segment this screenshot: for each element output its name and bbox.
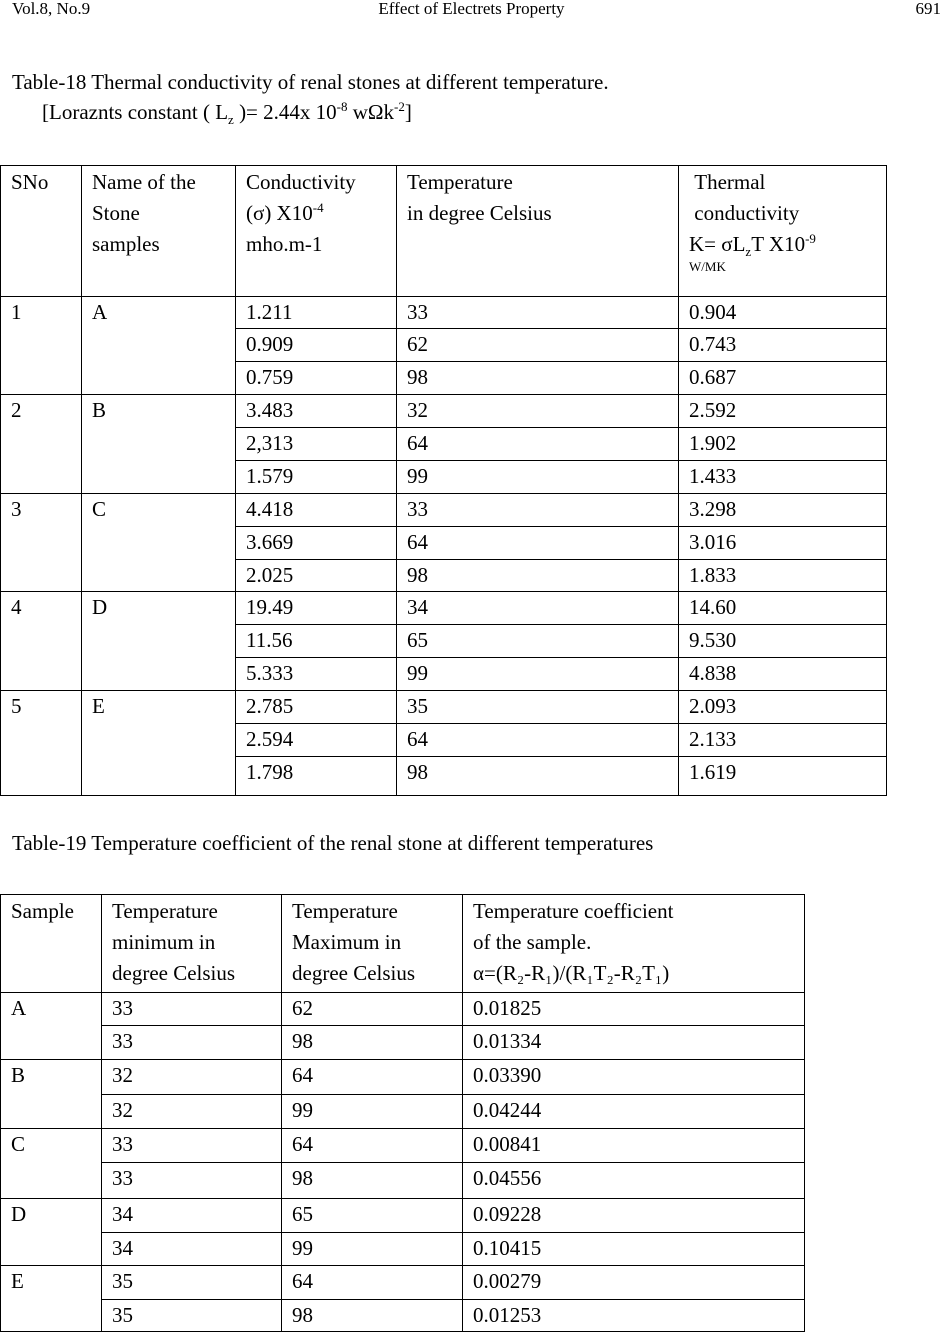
cell-conductivity: 3.483: [236, 395, 397, 428]
cell-temp-min: 32: [102, 1060, 282, 1095]
cell-temp-max: 65: [282, 1199, 463, 1233]
table-row: [1, 1199, 805, 1233]
header-sno: SNo: [1, 166, 82, 297]
cell-thermal-conductivity: 0.904: [679, 297, 887, 329]
cell-sample: D: [1, 1199, 102, 1266]
cell-temp-max: 64: [282, 1266, 463, 1300]
cell-conductivity: 2.025: [236, 560, 397, 592]
running-header: [0, 0, 943, 24]
cell-temp-coefficient: 0.04244: [463, 1095, 805, 1129]
table18-caption: Table-18 Thermal conductivity of renal stones at different temperature.: [12, 70, 609, 94]
cell-temperature: 64: [397, 428, 679, 461]
cell-temp-max: 99: [282, 1233, 463, 1266]
header-temp-min: Temperature minimum in degree Celsius: [102, 895, 282, 993]
table-row: [1, 1266, 805, 1300]
cell-conductivity: 2.785: [236, 691, 397, 724]
cell-sample: E: [1, 1266, 102, 1332]
cell-conductivity: 5.333: [236, 658, 397, 691]
header-stone-name: Name of the Stone samples: [82, 166, 236, 297]
cell-stone-name: D: [82, 592, 236, 691]
table-row: [1, 1129, 805, 1163]
cell-temperature: 35: [397, 691, 679, 724]
cell-conductivity: 1.211: [236, 297, 397, 329]
cell-temp-coefficient: 0.10415: [463, 1233, 805, 1266]
cell-temp-coefficient: 0.01825: [463, 993, 805, 1026]
cell-temperature: 98: [397, 757, 679, 796]
cell-sno: 4: [1, 592, 82, 691]
cell-thermal-conductivity: 2.592: [679, 395, 887, 428]
table-row: [1, 395, 887, 428]
cell-thermal-conductivity: 3.298: [679, 494, 887, 527]
cell-temp-min: 35: [102, 1300, 282, 1332]
cell-sno: 5: [1, 691, 82, 796]
cell-thermal-conductivity: 9.530: [679, 625, 887, 658]
cell-temperature: 32: [397, 395, 679, 428]
cell-temp-coefficient: 0.00841: [463, 1129, 805, 1163]
cell-temperature: 64: [397, 724, 679, 757]
cell-conductivity: 2,313: [236, 428, 397, 461]
cell-conductivity: 3.669: [236, 527, 397, 560]
cell-sample: C: [1, 1129, 102, 1199]
cell-temperature: 64: [397, 527, 679, 560]
cell-temp-min: 33: [102, 1129, 282, 1163]
table-row: [1, 1300, 805, 1332]
cell-thermal-conductivity: 14.60: [679, 592, 887, 625]
cell-thermal-conductivity: 0.743: [679, 329, 887, 362]
header-temp-coefficient: Temperature coefficient of the sample. α=(R₂-R₁)/(R₁T₂-R₂T₁): [463, 895, 805, 993]
cell-temp-min: 32: [102, 1095, 282, 1129]
cell-temperature: 65: [397, 625, 679, 658]
table-row: [1, 691, 887, 724]
cell-temp-max: 99: [282, 1095, 463, 1129]
table19-header-row: [1, 895, 805, 993]
cell-conductivity: 1.579: [236, 461, 397, 494]
header-temperature: Temperature in degree Celsius: [397, 166, 679, 297]
temperature-coefficient-table: [0, 894, 805, 1332]
cell-temp-max: 64: [282, 1060, 463, 1095]
header-conductivity: Conductivity (σ) $X10^{-4}$ mho.m-1: [236, 166, 397, 297]
cell-temperature: 62: [397, 329, 679, 362]
lorenz-constant-note: [Loraznts constant ( $L_z$ )= 2.44x $10^{-8}$ wΩk$^{-2}$]: [42, 99, 412, 128]
table-row: [1, 494, 887, 527]
table-row: [1, 1060, 805, 1095]
table-row: [1, 1163, 805, 1199]
cell-temp-min: 34: [102, 1233, 282, 1266]
cell-sno: 2: [1, 395, 82, 494]
cell-thermal-conductivity: 4.838: [679, 658, 887, 691]
table19-caption: Table-19 Temperature coefficient of the renal stone at different temperatures: [12, 831, 654, 855]
cell-sno: 1: [1, 297, 82, 395]
page-number: 691: [915, 0, 941, 18]
running-title: Effect of Electrets Property: [378, 0, 565, 18]
table-row: [1, 297, 887, 329]
cell-temp-max: 98: [282, 1300, 463, 1332]
cell-temp-coefficient: 0.04556: [463, 1163, 805, 1199]
cell-sample: A: [1, 993, 102, 1060]
cell-temp-coefficient: 0.03390: [463, 1060, 805, 1095]
thermal-conductivity-table: [0, 165, 887, 796]
cell-conductivity: 19.49: [236, 592, 397, 625]
cell-conductivity: 1.798: [236, 757, 397, 796]
cell-thermal-conductivity: 3.016: [679, 527, 887, 560]
cell-conductivity: 0.759: [236, 362, 397, 395]
table-row: [1, 1233, 805, 1266]
cell-temperature: 99: [397, 658, 679, 691]
cell-temp-coefficient: 0.01334: [463, 1026, 805, 1060]
cell-thermal-conductivity: 1.833: [679, 560, 887, 592]
cell-conductivity: 11.56: [236, 625, 397, 658]
cell-sno: 3: [1, 494, 82, 592]
cell-temp-max: 64: [282, 1129, 463, 1163]
cell-thermal-conductivity: 1.902: [679, 428, 887, 461]
header-sample: Sample: [1, 895, 102, 993]
cell-stone-name: B: [82, 395, 236, 494]
table-row: [1, 993, 805, 1026]
cell-stone-name: A: [82, 297, 236, 395]
cell-temperature: 99: [397, 461, 679, 494]
table18-header-row: [1, 166, 887, 297]
cell-thermal-conductivity: 2.093: [679, 691, 887, 724]
cell-temperature: 98: [397, 560, 679, 592]
cell-thermal-conductivity: 0.687: [679, 362, 887, 395]
cell-temp-min: 34: [102, 1199, 282, 1233]
table-row: [1, 1095, 805, 1129]
table-row: [1, 592, 887, 625]
cell-temp-max: 98: [282, 1163, 463, 1199]
cell-conductivity: 4.418: [236, 494, 397, 527]
cell-temp-min: 33: [102, 1163, 282, 1199]
header-thermal-conductivity: Thermal conductivity $K= \sigma L_zT$ $X10^{-9}$ W/MK: [679, 166, 887, 297]
cell-temperature: 34: [397, 592, 679, 625]
cell-temp-max: 62: [282, 993, 463, 1026]
header-temp-max: Temperature Maximum in degree Celsius: [282, 895, 463, 993]
cell-thermal-conductivity: 1.619: [679, 757, 887, 796]
cell-sample: B: [1, 1060, 102, 1129]
cell-conductivity: 0.909: [236, 329, 397, 362]
cell-temp-min: 33: [102, 993, 282, 1026]
cell-stone-name: C: [82, 494, 236, 592]
cell-temp-max: 98: [282, 1026, 463, 1060]
cell-temperature: 98: [397, 362, 679, 395]
cell-temp-coefficient: 0.01253: [463, 1300, 805, 1332]
cell-conductivity: 2.594: [236, 724, 397, 757]
table-row: [1, 1026, 805, 1060]
cell-thermal-conductivity: 1.433: [679, 461, 887, 494]
cell-temp-min: 33: [102, 1026, 282, 1060]
cell-temperature: 33: [397, 297, 679, 329]
cell-temp-coefficient: 0.09228: [463, 1199, 805, 1233]
journal-volume: Vol.8, No.9: [12, 0, 91, 18]
cell-temp-coefficient: 0.00279: [463, 1266, 805, 1300]
cell-thermal-conductivity: 2.133: [679, 724, 887, 757]
cell-temp-min: 35: [102, 1266, 282, 1300]
cell-stone-name: E: [82, 691, 236, 796]
cell-temperature: 33: [397, 494, 679, 527]
